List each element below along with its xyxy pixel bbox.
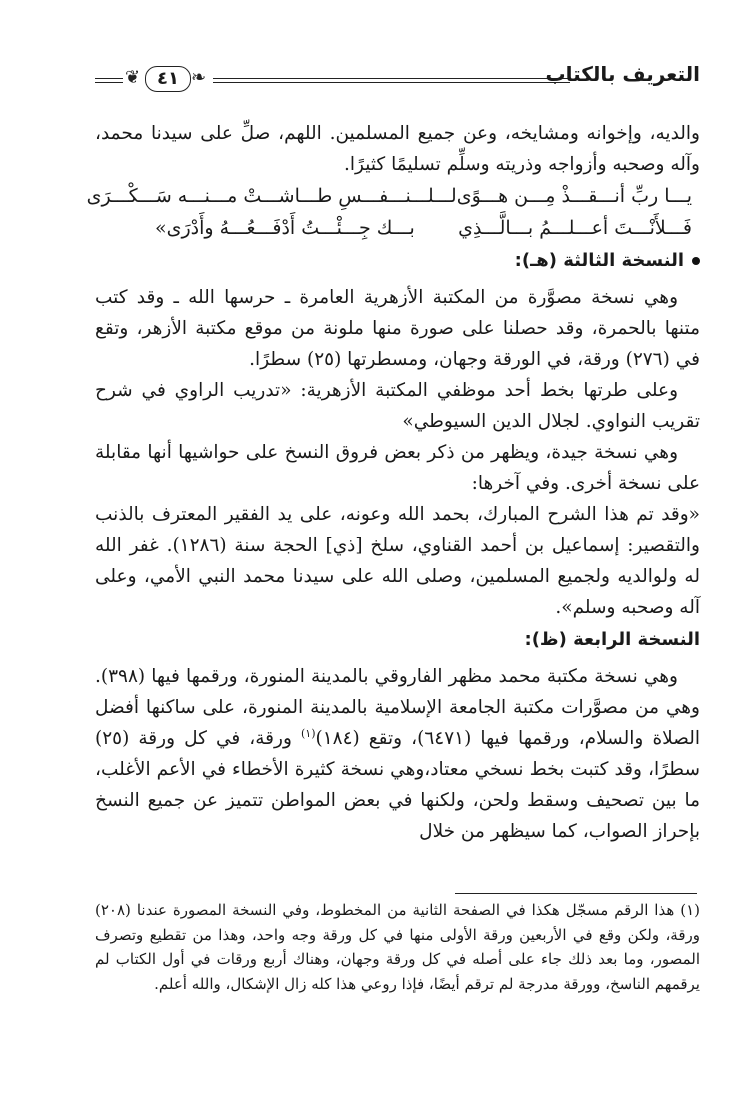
heading-text: النسخة الثالثة (هـ):	[514, 250, 684, 271]
footnote-marker: (١)	[680, 901, 700, 919]
section-heading	[95, 625, 700, 655]
paragraph: وعلى طرتها بخط أحد موظفي المكتبة الأزهرية: «تدريب الراوي في شرح تقريب النواوي. لجلال الدين السيوطي»	[95, 380, 700, 432]
verse-hemistich: لـــلـــنـــفـــسِ طـــاشـــتْ مـــنـــه سَـــكْـــرَى	[86, 185, 457, 207]
verse-line	[86, 180, 700, 212]
footnote-paragraph	[95, 898, 700, 996]
bullet-icon	[692, 257, 700, 265]
page-header	[95, 60, 700, 100]
verse-hemistich: بـــك جِـــئْـــتُ أَدْفَـــعُـــهُ وأَدْرَى»	[155, 217, 415, 239]
verse-hemistich: يـــا ربِّ أنـــقـــذْ مِـــن هـــوًى	[456, 185, 692, 207]
quoted-paragraph: «وقد تم هذا الشرح المبارك، بحمد الله وعونه، على يد الفقير المعترف بالذنب والتقصير: إسماعيل بن أحمد القناوي، سلخ [ذي] الحجة سنة (١٢٨٦). غفر الله له ولوالديه ولجميع المسلمين، وصلى الله على سيدنا محمد النبي الأمي، وعلى آله وصحبه وسلم».	[95, 504, 700, 618]
main-text	[86, 118, 700, 847]
paragraph: وهي نسخة مصوَّرة من المكتبة الأزهرية العامرة ـ حرسها الله ـ وقد كتب متنها بالحمرة، وقد حصلنا على صورة منها ملونة من موقع مكتبة الأزهر، وتقع في (٢٧٦) ورقة، في الورقة وجهان، ومسطرتها (٢٥) سطرًا.	[95, 287, 700, 370]
header-rule-left	[95, 78, 123, 79]
verse-hemistich: فَـــلأَنْـــتَ أعـــلـــمُ بـــالَّـــذِي	[458, 217, 692, 239]
ornament-icon: ❧	[191, 67, 207, 88]
running-title: التعريف بالكتاب	[545, 62, 700, 86]
heading-text: النسخة الرابعة (ظ):	[524, 629, 700, 650]
paragraph-text: وهي نسخة مكتبة محمد مظهر الفاروقي بالمدينة المنورة، ورقمها فيها (٣٩٨). وهي من مصوَّرات مكتبة الجامعة الإسلامية بالمدينة المنورة، على ساكنها أفضل الصلاة والسلام، ورقمها فيها (٦٤٧١)، وتقع (١٨٤)	[95, 666, 700, 749]
paragraph	[95, 661, 700, 847]
footnote-separator	[455, 893, 697, 894]
ornament-icon: ❦	[125, 67, 141, 88]
paragraph: وهي نسخة جيدة، ويظهر من ذكر بعض فروق النسخ على حواشيها أنها مقابلة على نسخة أخرى. وفي آخرها:	[95, 442, 700, 494]
footnote-reference[interactable]: (١)	[300, 726, 316, 740]
header-rule	[213, 78, 570, 79]
section-heading	[95, 246, 700, 276]
footnote	[95, 898, 700, 996]
page-number: ٤١	[145, 66, 191, 92]
paragraph-text: ورقة، في كل ورقة (٢٥) سطرًا، وقد كتبت بخط نسخي معتاد،وهي نسخة كثيرة الأخطاء في الأعم الأغلب، ما بين تصحيف وسقط ولحن، ولكنها في بعض المواطن تتميز عن جميع النسخ بإحراز الصواب، كما سيظهر من خلال	[95, 728, 700, 842]
verse-line	[95, 212, 700, 244]
paragraph: والديه، وإخوانه ومشايخه، وعن جميع المسلمين. اللهم، صلِّ على سيدنا محمد، وآله وصحبه وأزواجه وذريته وسلِّم تسليمًا كثيرًا.	[95, 123, 700, 175]
footnote-text: هذا الرقم مسجّل هكذا في الصفحة الثانية من المخطوط، وفي النسخة المصورة عندنا (٢٠٨) ورقة، ولكن وقع في الأربعين ورقة الأولى منها في كل ورقة وجه واحد، وهذا من تقطيع وتصرف المصور، وما بعد ذلك جاء على أصله في كل ورقة وجهان، وهناك أربع ورقات في أول الكتاب لم يرقمهم الناسخ، وورقة مدرجة لم ترقم أيضًا، فإذا روعي هذا كله زال الإشكال، والله أعلم.	[95, 901, 700, 993]
header-rule-left-thin	[95, 82, 123, 83]
header-rule-thin	[213, 82, 570, 83]
